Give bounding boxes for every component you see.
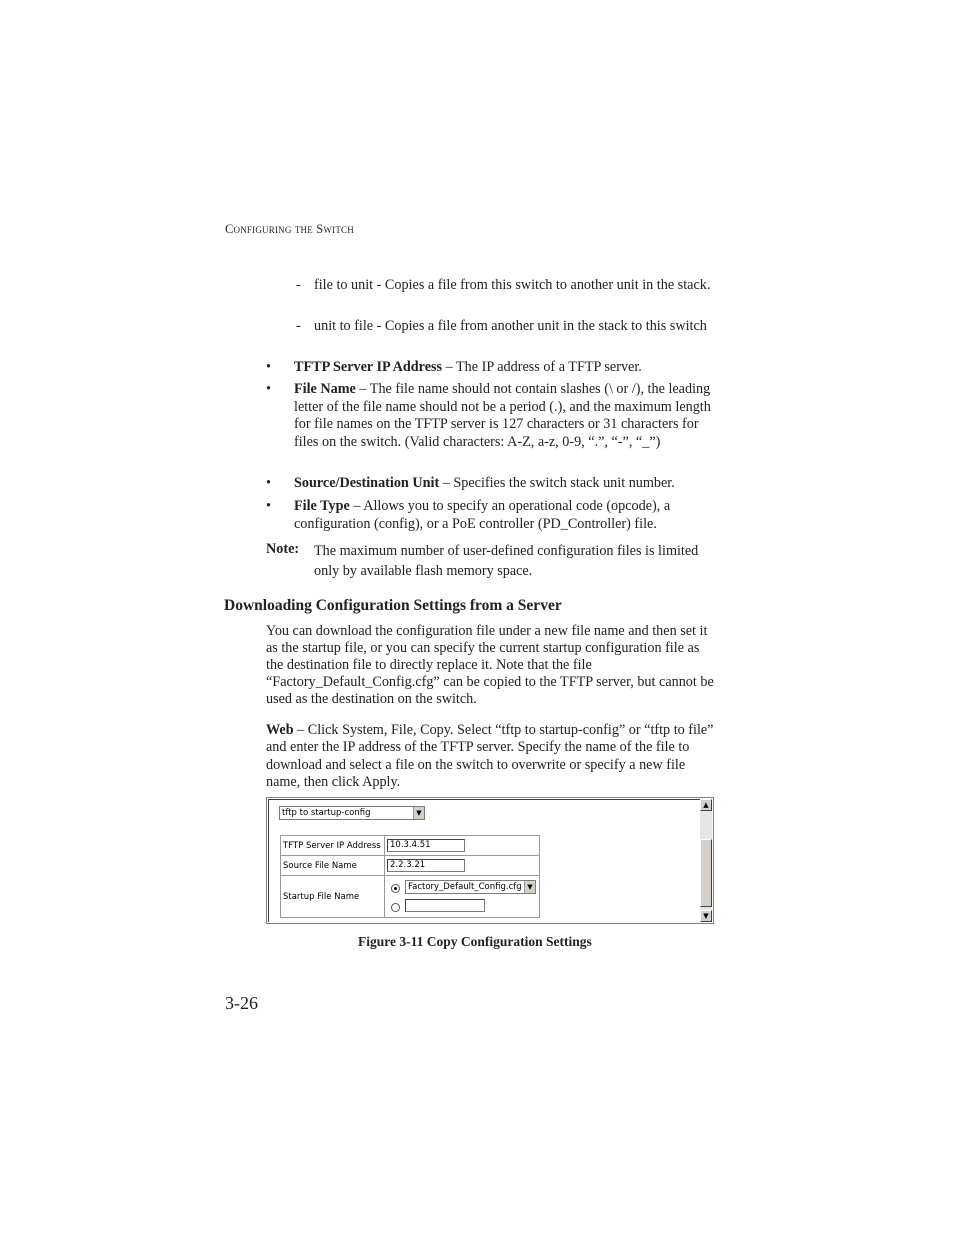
startup-file-select[interactable] — [405, 880, 536, 894]
tftp-ip-input[interactable] — [387, 839, 465, 852]
chevron-down-icon: ▼ — [524, 881, 535, 893]
bullet-marker: • — [266, 359, 271, 375]
dash-marker: - — [296, 277, 301, 293]
chevron-down-icon: ▼ — [413, 807, 424, 819]
scroll-up-icon[interactable]: ▲ — [700, 799, 712, 811]
body-paragraph: You can download the configuration file under a new file name and then set it as the startup file, or you can specify the current startup configuration file as the destination file to directly replace it. Note that the file “Factory_Default_Config.cfg” can be copied to the TFTP server, but cannot be used as the destination on the switch. — [266, 623, 714, 707]
bullet-item — [266, 359, 716, 377]
table-row — [281, 876, 540, 918]
source-file-value: 2.2.3.21 — [390, 860, 426, 870]
vertical-scrollbar[interactable] — [700, 799, 712, 922]
table-row — [281, 856, 540, 876]
bullet-text: – Specifies the switch stack unit number. — [439, 475, 675, 491]
startup-file-label: Startup File Name — [281, 876, 385, 918]
list-item-text: unit to file - Copies a file from another unit in the stack to this switch — [314, 318, 707, 334]
radio-existing-file[interactable] — [391, 884, 400, 893]
table-cell — [385, 836, 540, 856]
bullet-marker: • — [266, 498, 271, 514]
bullet-text: – The IP address of a TFTP server. — [442, 359, 642, 375]
scroll-down-icon[interactable]: ▼ — [700, 910, 712, 922]
bullet-text: – The file name should not contain slashes (\ or /), the leading letter of the file name should not be a period (.), and the maximum length for file names on the TFTP server is 127 characters or 31 characters for files on the switch. (Valid characters: A-Z, a-z, 0-9, “.”, “-”, “_”) — [294, 381, 711, 450]
web-form — [268, 799, 700, 922]
bullet-term: File Name — [294, 381, 356, 397]
running-header: Configuring the Switch — [225, 222, 354, 236]
table-cell — [385, 876, 540, 918]
table-cell — [385, 856, 540, 876]
source-file-input[interactable] — [387, 859, 465, 872]
source-file-label: Source File Name — [281, 856, 385, 876]
bullet-item — [266, 475, 716, 493]
bullet-term: Source/Destination Unit — [294, 475, 440, 491]
list-item — [296, 277, 716, 295]
paragraph-text: – Click System, File, Copy. Select “tftp to startup-config” or “tftp to file” and enter the IP address of the TFTP server. Specify the name of the file to download and select a file on the switch to overwrite or specify a new file name, then click Apply. — [266, 722, 714, 790]
tftp-ip-value: 10.3.4.51 — [390, 840, 431, 850]
section-title: Downloading Configuration Settings from a Server — [224, 597, 562, 614]
list-item-text: file to unit - Copies a file from this switch to another unit in the stack. — [314, 277, 711, 293]
bullet-term: File Type — [294, 498, 350, 514]
note-label: Note: — [266, 541, 300, 557]
startup-file-value: Factory_Default_Config.cfg — [408, 882, 522, 892]
dash-marker: - — [296, 318, 301, 334]
bullet-item — [266, 381, 716, 451]
bullet-text: – Allows you to specify an operational code (opcode), a configuration (config), or a PoE controller (PD_Controller) file. — [294, 498, 671, 532]
note-text: The maximum number of user-defined configuration files is limited only by available flash memory space. — [314, 543, 699, 579]
new-file-name-input[interactable] — [405, 899, 485, 912]
bullet-item — [266, 498, 716, 533]
copy-type-value: tftp to startup-config — [282, 808, 371, 818]
radio-new-file[interactable] — [391, 903, 400, 912]
tftp-ip-label: TFTP Server IP Address — [281, 836, 385, 856]
copy-type-select[interactable] — [279, 806, 425, 820]
settings-table — [280, 835, 540, 918]
bullet-marker: • — [266, 475, 271, 491]
bullet-term: TFTP Server IP Address — [294, 359, 443, 375]
list-item — [296, 318, 716, 336]
scroll-thumb[interactable] — [700, 839, 712, 907]
bullet-marker: • — [266, 381, 271, 397]
paragraph-term: Web — [266, 722, 294, 738]
copy-config-screenshot — [266, 797, 714, 924]
body-paragraph — [266, 722, 716, 791]
table-row — [281, 836, 540, 856]
page-number: 3-26 — [225, 993, 258, 1013]
figure-caption: Figure 3-11 Copy Configuration Settings — [358, 934, 592, 949]
